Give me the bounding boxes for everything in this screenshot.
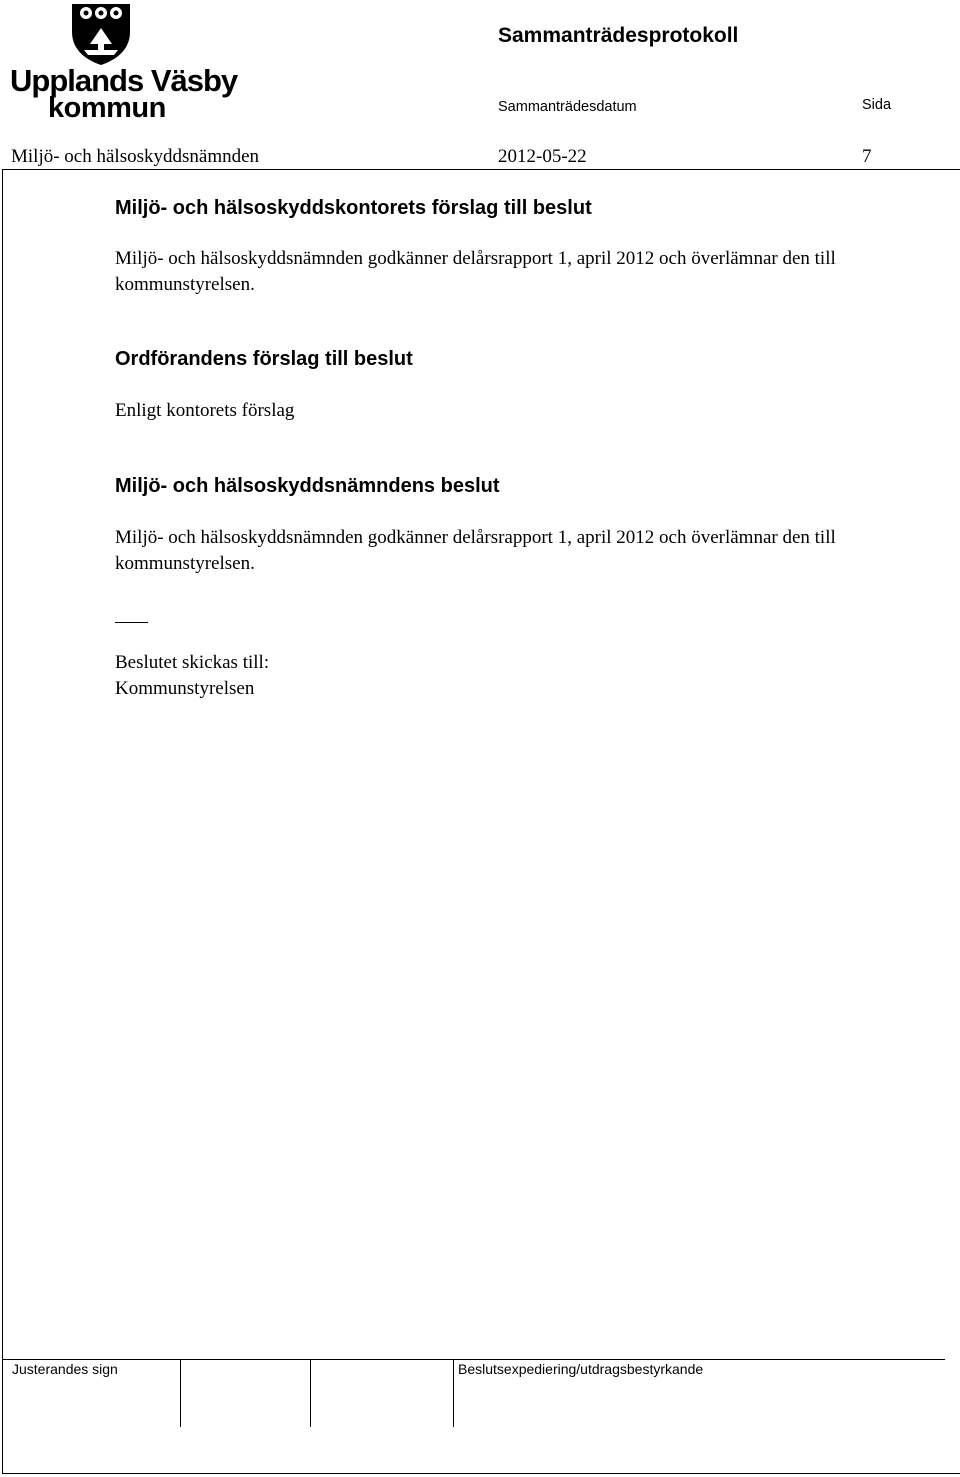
distribution-recipient: Kommunstyrelsen [115,678,255,699]
footer-rule [2,1359,945,1360]
short-divider [115,622,148,623]
section-text-office-proposal: Miljö- och hälsoskyddsnämnden godkänner delårsrapport 1, april 2012 och överlämnar den till kommunstyrelsen. [115,248,836,295]
section-text-chair-proposal: Enligt kontorets förslag [115,400,295,421]
coat-of-arms-icon [68,2,134,66]
distribution-label: Beslutet skickas till: [115,652,270,673]
footer-sign-box-divider [310,1359,311,1427]
municipality-logo [10,2,238,124]
logo-text-line1: Upplands Väsby [10,63,238,98]
footer-sign-label: Justerandes sign [12,1361,118,1377]
header-rule [2,169,960,170]
document-type: Sammanträdesprotokoll [498,24,739,47]
section-text-committee-decision: Miljö- och hälsoskyddsnämnden godkänner delårsrapport 1, april 2012 och överlämnar den till kommunstyrelsen. [115,527,836,574]
section-title-chair-proposal: Ordförandens förslag till beslut [115,348,413,370]
page-label: Sida [862,97,892,113]
footer-sign-box-divider [453,1359,454,1427]
page-number: 7 [862,146,872,167]
committee-name: Miljö- och hälsoskyddsnämnden [11,146,260,167]
left-margin-rule [2,169,3,1474]
footer-expedition-label: Beslutsexpediering/utdragsbestyrkande [458,1361,704,1377]
meeting-date: 2012-05-22 [498,146,587,167]
section-title-committee-decision: Miljö- och hälsoskyddsnämndens beslut [115,475,500,497]
logo-text-line2: kommun [48,92,166,124]
bottom-rule [2,1473,960,1474]
footer-sign-box-divider [180,1359,181,1427]
section-title-office-proposal: Miljö- och hälsoskyddskontorets förslag till beslut [115,197,592,219]
meeting-date-label: Sammanträdesdatum [498,99,637,115]
